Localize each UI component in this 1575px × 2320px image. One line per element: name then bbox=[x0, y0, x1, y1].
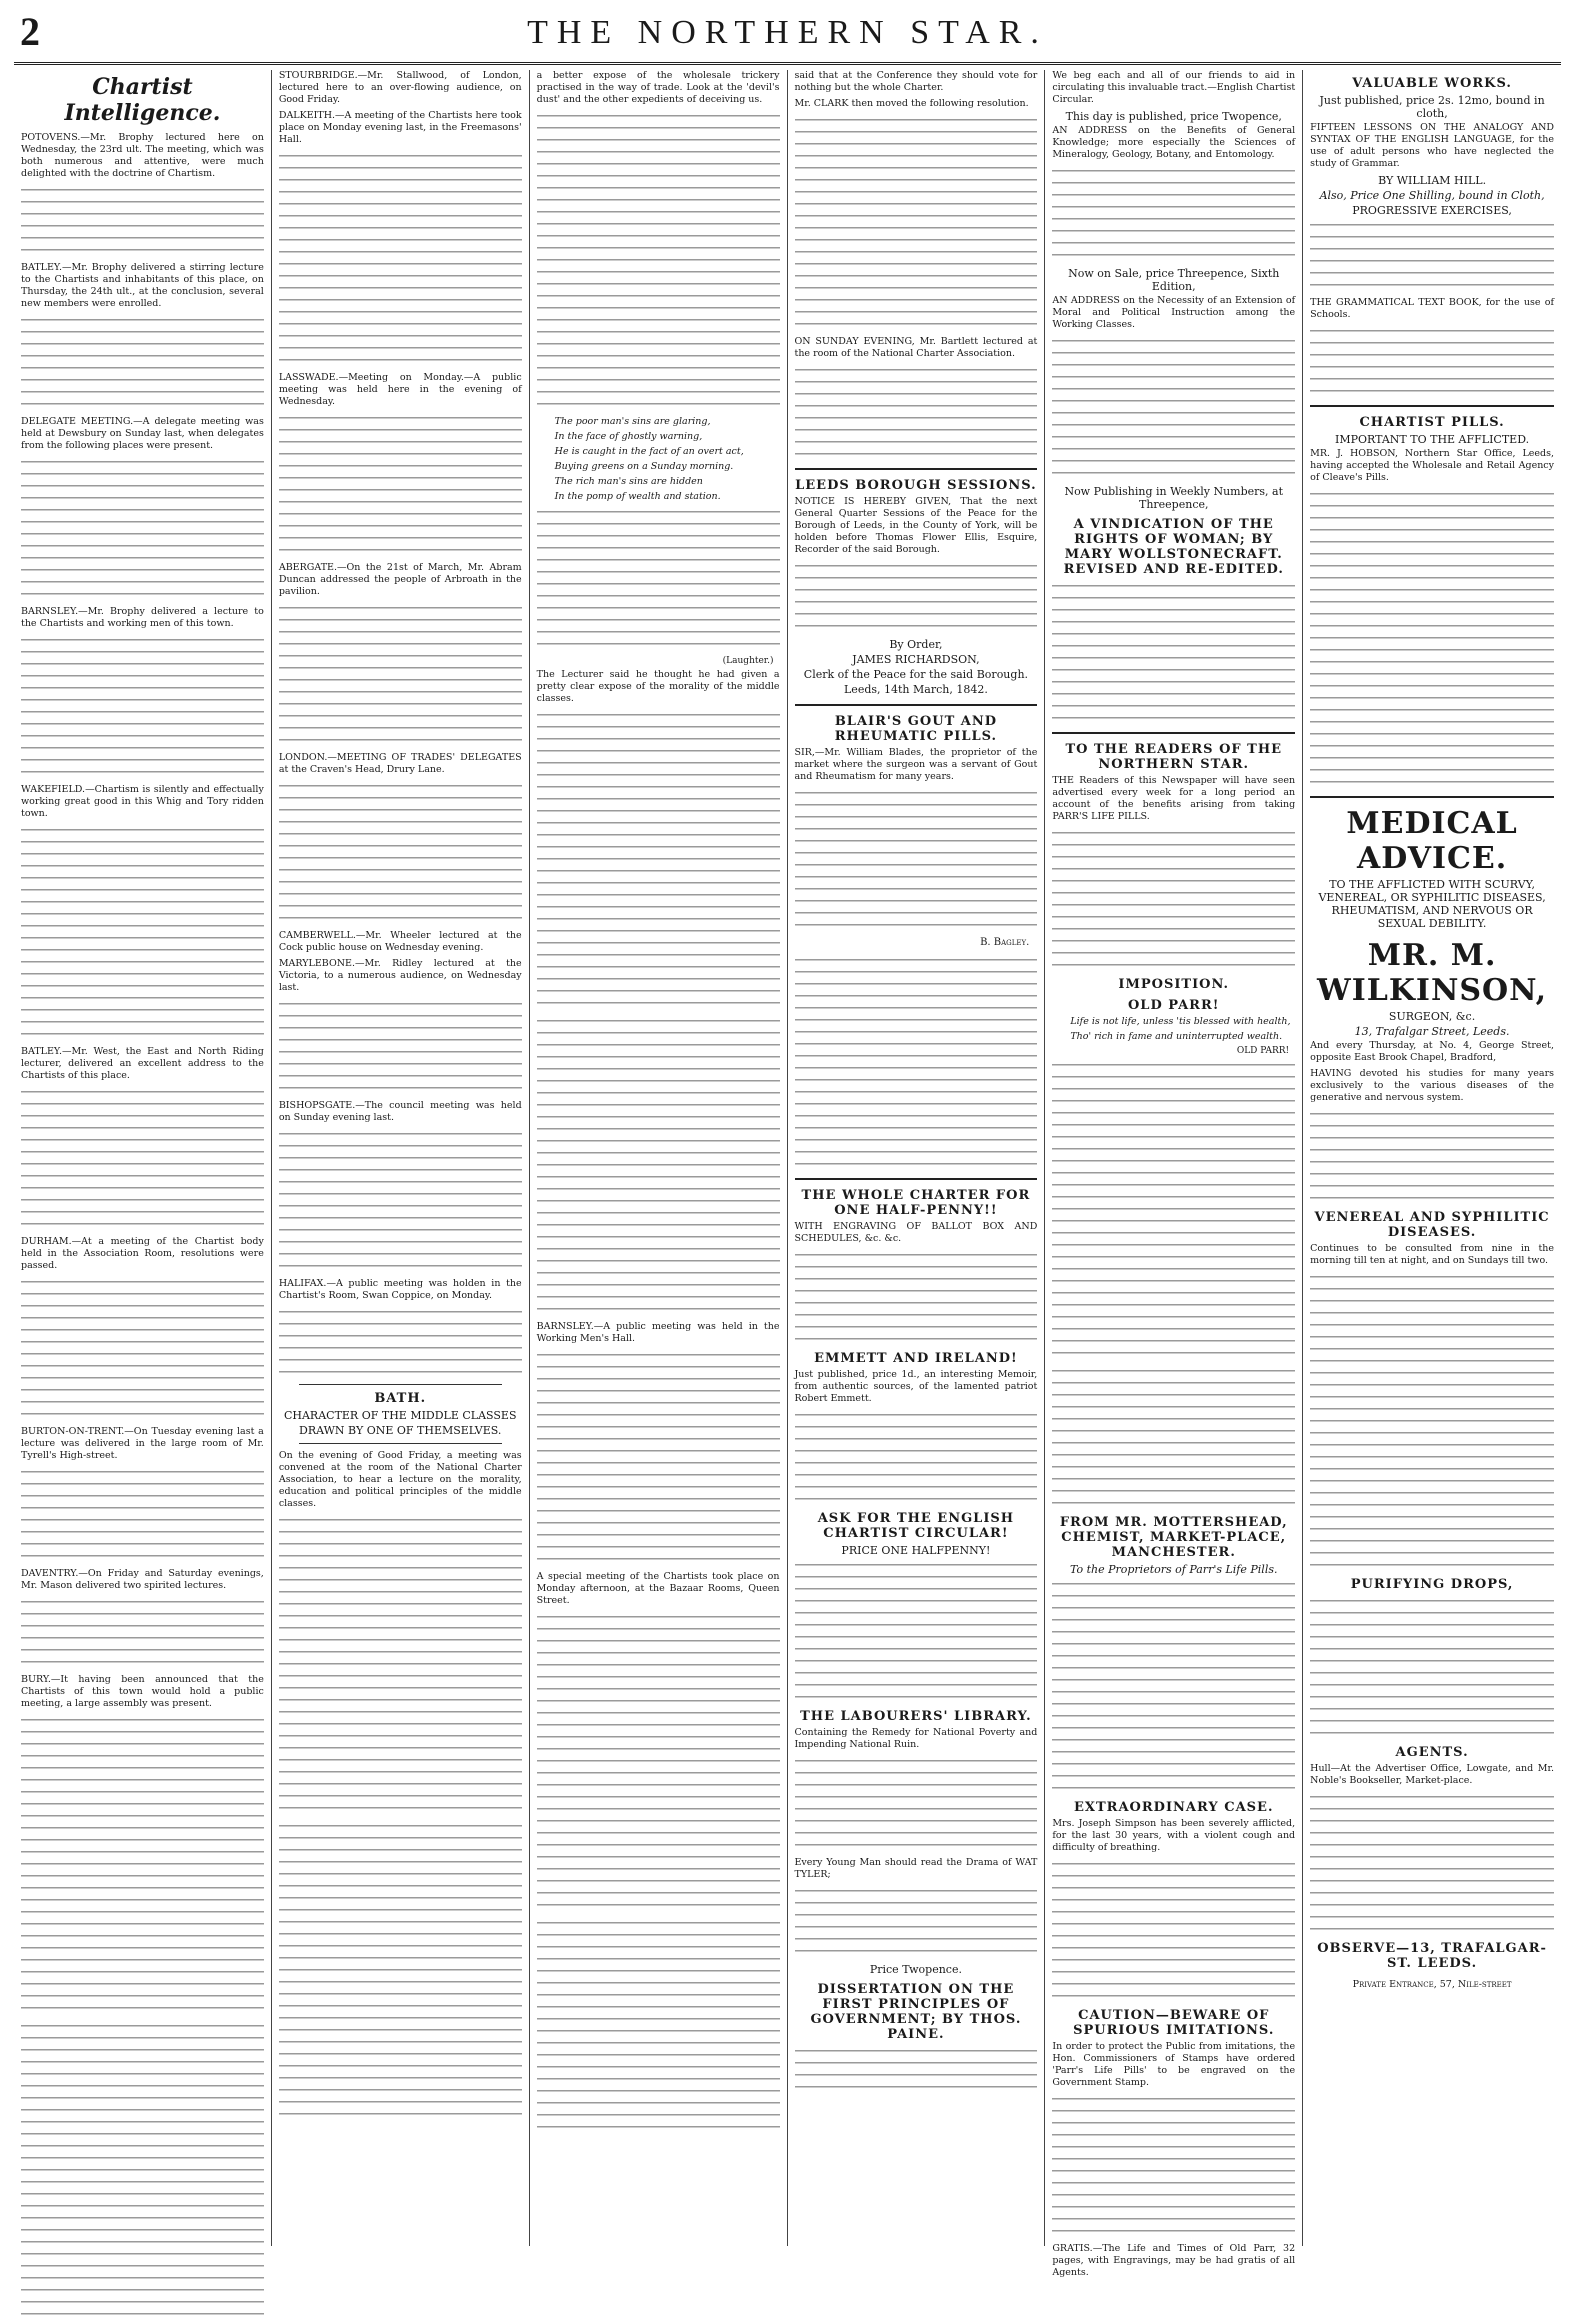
text-block bbox=[537, 1015, 780, 1315]
gratis-note: GRATIS.—The Life and Times of Old Parr, 32 pages, with Engravings, may be had gratis of all Agents. bbox=[1052, 2243, 1296, 2278]
text-block bbox=[1310, 488, 1554, 788]
chartist-circular-headline: ASK FOR THE ENGLISH CHARTIST CIRCULAR! bbox=[817, 1511, 1015, 1541]
text-block bbox=[21, 456, 264, 600]
columns bbox=[14, 70, 1561, 2278]
text-block bbox=[21, 634, 264, 778]
article-resolution: Mr. CLARK then moved the following resolution. bbox=[794, 98, 1029, 109]
article-daventry: DAVENTRY.—On Friday and Saturday evenings, Mr. Mason delivered two spirited lectures. bbox=[21, 1568, 264, 1591]
text-block bbox=[1052, 1858, 1295, 2002]
article-bath: On the evening of Good Friday, a meeting was convened at the room of the National Charter Association, to hear a lecture on the morality, education and political principles of the middle classes. bbox=[278, 1450, 522, 1509]
venereal-headline: VENEREAL AND SYPHILITIC DISEASES. bbox=[1314, 1210, 1550, 1240]
text-block bbox=[21, 824, 264, 1040]
text-block bbox=[21, 314, 264, 410]
venereal-text: Continues to be consulted from nine in the morning till ten at night, and on Sundays till two. bbox=[1310, 1243, 1554, 1266]
article-lecturer: The Lecturer said he thought he had given a pretty clear expose of the morality of the middle classes. bbox=[536, 669, 780, 704]
private-entrance: Private Entrance, 57, Nile-street bbox=[1352, 1979, 1512, 1990]
labourers-library-text: Containing the Remedy for National Poverty and Impending National Ruin. bbox=[794, 1727, 1038, 1750]
poem-line: The rich man's sins are hidden bbox=[554, 476, 703, 487]
text-block bbox=[1052, 1578, 1295, 1794]
text-block bbox=[21, 2020, 264, 2320]
text-block bbox=[21, 184, 264, 256]
divider bbox=[299, 1384, 502, 1385]
article-burton: BURTON-ON-TRENT.—On Tuesday evening last a lecture was delivered in the large room of Mr. Tyrell's High-street. bbox=[21, 1426, 264, 1461]
column-3 bbox=[530, 70, 788, 2246]
divider bbox=[1052, 732, 1295, 734]
leeds-by-order: By Order, bbox=[889, 638, 943, 651]
text-block bbox=[1052, 580, 1295, 724]
readers-headline: TO THE READERS OF THE NORTHERN STAR. bbox=[1065, 742, 1283, 772]
text-block bbox=[795, 560, 1038, 632]
text-block bbox=[279, 150, 522, 366]
blairs-pills-text: SIR,—Mr. William Blades, the proprietor of the market where the surgeon was a servant of Gout and Rheumatism for many years. bbox=[794, 747, 1038, 782]
bath-title: CHARACTER OF THE MIDDLE CLASSES bbox=[283, 1409, 517, 1422]
article-lasswade: LASSWADE.—Meeting on Monday.—A public meeting was held here in the evening of Wednesday. bbox=[278, 372, 522, 407]
text-block bbox=[279, 602, 522, 746]
bath-headline: BATH. bbox=[374, 1391, 427, 1406]
text-block bbox=[537, 1349, 780, 1565]
text-block bbox=[1310, 219, 1554, 291]
mottershead-headline: FROM MR. MOTTERSHEAD, CHEMIST, MARKET-PLACE, MANCHESTER. bbox=[1059, 1515, 1288, 1560]
poem-line: In the pomp of wealth and station. bbox=[554, 491, 721, 502]
dissertation-headline: DISSERTATION ON THE FIRST PRINCIPLES OF GOVERNMENT; BY THOS. PAINE. bbox=[810, 1982, 1022, 2042]
price-twopence: Price Twopence. bbox=[869, 1963, 962, 1976]
text-block bbox=[279, 1128, 522, 1272]
article-bath-continued: a better expose of the wholesale trickery practised in the way of trade. Look at the 'devil's dust' and the other expedients of deceiving us. bbox=[536, 70, 780, 105]
sale-notice: Now on Sale, price Threepence, Sixth Edition, bbox=[1068, 267, 1280, 293]
whole-charter-headline: THE WHOLE CHARTER FOR ONE HALF-PENNY!! bbox=[801, 1188, 1031, 1218]
text-block bbox=[537, 110, 780, 410]
column-2 bbox=[272, 70, 530, 2246]
text-block bbox=[537, 1611, 780, 1911]
poem-line: He is caught in the fact of an overt act, bbox=[554, 446, 744, 457]
text-block bbox=[795, 2045, 1038, 2093]
text-block bbox=[1310, 1108, 1554, 1204]
hobson-notice: MR. J. HOBSON, Northern Star Office, Leeds, having accepted the Wholesale and Retail Agency of Cleave's Pills. bbox=[1310, 448, 1554, 483]
extraordinary-case-text: Mrs. Joseph Simpson has been severely afflicted, for the last 30 years, with a violent cough and difficulty of breathing. bbox=[1052, 1818, 1296, 1853]
text-block bbox=[1052, 1059, 1295, 1359]
article-barnsley: BARNSLEY.—Mr. Brophy delivered a lecture to the Chartists and working men of this town. bbox=[21, 606, 264, 629]
old-parr-headline: OLD PARR! bbox=[1127, 998, 1220, 1013]
article-bishopsgate: BISHOPSGATE.—The council meeting was held on Sunday evening last. bbox=[278, 1100, 522, 1123]
column-6 bbox=[1303, 70, 1561, 2246]
masthead bbox=[14, 0, 1561, 65]
article-marylebone: MARYLEBONE.—Mr. Ridley lectured at the Victoria, to a numerous audience, on Wednesday last. bbox=[278, 958, 522, 993]
emmett-headline: EMMETT AND IRELAND! bbox=[814, 1351, 1018, 1366]
text-block bbox=[537, 1917, 780, 2133]
text-block bbox=[279, 1514, 522, 1814]
agents-list: Hull—At the Advertiser Office, Lowgate, and Mr. Noble's Bookseller, Market-place. bbox=[1310, 1763, 1554, 1786]
text-block bbox=[537, 506, 780, 650]
having-devoted: HAVING devoted his studies for many years exclusively to the various diseases of the generative and nervous system. bbox=[1310, 1068, 1554, 1103]
also-price-shilling: Also, Price One Shilling, bound in Cloth, bbox=[1319, 189, 1545, 202]
extraordinary-case-headline: EXTRAORDINARY CASE. bbox=[1074, 1800, 1274, 1815]
poem-line: In the face of ghostly warning, bbox=[554, 431, 703, 442]
progressive-exercises: PROGRESSIVE EXERCISES, bbox=[1352, 204, 1512, 217]
article-special-meeting: A special meeting of the Chartists took place on Monday afternoon, at the Bazaar Rooms, Queen Street. bbox=[536, 1571, 780, 1606]
article-bury: BURY.—It having been announced that the Chartists of this town would hold a public meeting, a large assembly was present. bbox=[21, 1674, 264, 1709]
column-1 bbox=[14, 70, 272, 2246]
text-block bbox=[1310, 1595, 1554, 1739]
text-block bbox=[795, 1885, 1038, 1957]
caution-headline: CAUTION—BEWARE OF SPURIOUS IMITATIONS. bbox=[1073, 2008, 1275, 2038]
chartist-pills-headline: CHARTIST PILLS. bbox=[1359, 415, 1505, 430]
divider bbox=[299, 1443, 502, 1444]
article-halifax: HALIFAX.—A public meeting was holden in the Chartist's Room, Swan Coppice, on Monday. bbox=[278, 1278, 522, 1301]
text-block bbox=[795, 954, 1038, 1170]
article-conference: said that at the Conference they should vote for nothing but the whole Charter. bbox=[794, 70, 1038, 93]
article-london-trades: LONDON.—MEETING OF TRADES' DELEGATES at the Craven's Head, Drury Lane. bbox=[278, 752, 522, 775]
text-block bbox=[795, 1249, 1038, 1345]
article-camberwell: CAMBERWELL.—Mr. Wheeler lectured at the Cock public house on Wednesday evening. bbox=[278, 930, 522, 953]
agents-headline: AGENTS. bbox=[1395, 1745, 1469, 1760]
text-block bbox=[279, 412, 522, 556]
whole-charter-text: WITH ENGRAVING OF BALLOT BOX AND SCHEDULES, &c. &c. bbox=[794, 1221, 1038, 1244]
article-wakefield: WAKEFIELD.—Chartism is silently and effectually working great good in this Whig and Tory ridden town. bbox=[21, 784, 264, 819]
poem-line: Tho' rich in fame and uninterrupted wealth. bbox=[1070, 1031, 1283, 1042]
fifteen-lessons: FIFTEEN LESSONS ON THE ANALOGY AND SYNTAX OF THE ENGLISH LANGUAGE, for the use of adult persons who have neglected the study of Grammar. bbox=[1310, 122, 1554, 169]
text-block bbox=[279, 1820, 522, 2120]
doctor-address: 13, Trafalgar Street, Leeds. bbox=[1354, 1025, 1510, 1038]
text-block bbox=[279, 1306, 522, 1378]
divider bbox=[795, 1178, 1038, 1180]
valuable-works-price: Just published, price 2s. 12mo, bound in cloth, bbox=[1319, 94, 1545, 120]
important-to-afflicted: IMPORTANT TO THE AFFLICTED. bbox=[1335, 433, 1530, 446]
article-delegate-meeting: DELEGATE MEETING.—A delegate meeting was held at Dewsbury on Sunday last, when delegates from the following places were present. bbox=[21, 416, 264, 451]
page-number: 2 bbox=[20, 9, 40, 54]
blairs-pills-headline: BLAIR'S GOUT AND RHEUMATIC PILLS. bbox=[834, 714, 998, 744]
article-stourbridge: STOURBRIDGE.—Mr. Stallwood, of London, lectured here to an over-flowing audience, on Good Friday. bbox=[278, 70, 522, 105]
labourers-library-headline: THE LABOURERS' LIBRARY. bbox=[800, 1709, 1032, 1724]
text-block bbox=[1310, 1791, 1554, 1935]
bath-subtitle: DRAWN BY ONE OF THEMSELVES. bbox=[299, 1424, 502, 1437]
caution-text: In order to protect the Public from imitations, the Hon. Commissioners of Stamps have ordered 'Parr's Life Pills' to be engraved on the Government Stamp. bbox=[1052, 2041, 1296, 2088]
chartist-circular-price: PRICE ONE HALFPENNY! bbox=[841, 1544, 991, 1557]
text-block bbox=[1052, 2093, 1295, 2237]
emmett-text: Just published, price 1d., an interesting Memoir, from authentic sources, of the lamented patriot Robert Emmett. bbox=[794, 1369, 1038, 1404]
text-block bbox=[1310, 1271, 1554, 1571]
article-potovens: POTOVENS.—Mr. Brophy lectured here on Wednesday, the 23rd ult. The meeting, which was both numerous and attentive, were much delighted with the doctrine of Chartism. bbox=[21, 132, 264, 179]
text-block bbox=[279, 780, 522, 924]
section-head-chartist-intelligence: Chartist Intelligence. bbox=[64, 74, 221, 126]
text-block bbox=[795, 114, 1038, 330]
divider bbox=[795, 704, 1038, 706]
newspaper-page bbox=[14, 0, 1561, 2278]
text-block bbox=[1310, 325, 1554, 397]
poem-line: Life is not life, unless 'tis blessed with health, bbox=[1070, 1016, 1291, 1027]
divider bbox=[1310, 405, 1554, 407]
article-barnsley-hall: BARNSLEY.—A public meeting was held in the Working Men's Hall. bbox=[536, 1321, 780, 1344]
doctor-bradford: And every Thursday, at No. 4, George Street, opposite East Brook Chapel, Bradford, bbox=[1310, 1040, 1554, 1063]
text-block bbox=[1052, 1365, 1295, 1509]
column-5 bbox=[1045, 70, 1303, 2278]
weekly-numbers-notice: Now Publishing in Weekly Numbers, at Threepence, bbox=[1064, 485, 1284, 511]
text-block bbox=[1052, 165, 1295, 261]
publication-notice: This day is published, price Twopence, bbox=[1065, 110, 1282, 123]
text-block bbox=[795, 1755, 1038, 1851]
wat-tyler-text: Every Young Man should read the Drama of WAT TYLER; bbox=[794, 1857, 1038, 1880]
poem-line: Buying greens on a Sunday morning. bbox=[554, 461, 734, 472]
doctor-title: SURGEON, &c. bbox=[1388, 1010, 1476, 1023]
grammatical-text-book: THE GRAMMATICAL TEXT BOOK, for the use of Schools. bbox=[1310, 297, 1554, 320]
text-block bbox=[21, 1466, 264, 1562]
readers-text: THE Readers of this Newspaper will have seen advertised every week for a long period an account of the benefits arising from taking PARR'S LIFE PILLS. bbox=[1052, 775, 1296, 822]
vindication-headline: A VINDICATION OF THE RIGHTS OF WOMAN; BY MARY WOLLSTONECRAFT. REVISED AND RE-EDITED. bbox=[1063, 517, 1284, 577]
column-4 bbox=[788, 70, 1046, 2246]
imposition-label: IMPOSITION. bbox=[1118, 977, 1230, 992]
text-block bbox=[21, 1596, 264, 1668]
article-batley-west: BATLEY.—Mr. West, the East and North Riding lecturer, delivered an excellent address to the Chartists of this place. bbox=[21, 1046, 264, 1081]
purifying-drops-headline: PURIFYING DROPS, bbox=[1350, 1577, 1514, 1592]
text-block bbox=[795, 364, 1038, 460]
text-block bbox=[21, 1276, 264, 1420]
to-proprietors: To the Proprietors of Parr's Life Pills. bbox=[1069, 1563, 1278, 1576]
newspaper-title: THE NORTHERN STAR. bbox=[527, 14, 1048, 51]
text-block bbox=[279, 998, 522, 1094]
leeds-sessions-notice: NOTICE IS HEREBY GIVEN, That the next General Quarter Sessions of the Peace for the Borough of Leeds, in the County of York, will be holden before Thomas Flower Ellis, Esquire, Recorder of the said Borough. bbox=[794, 496, 1038, 555]
poem-line: The poor man's sins are glaring, bbox=[554, 416, 711, 427]
divider bbox=[1310, 796, 1554, 798]
article-durham: DURHAM.—At a meeting of the Chartist body held in the Association Room, resolutions were passed. bbox=[21, 1236, 264, 1271]
text-block bbox=[21, 1714, 264, 2014]
text-block bbox=[795, 787, 1038, 931]
laughter-note: (Laughter.) bbox=[722, 656, 774, 666]
text-block bbox=[537, 709, 780, 1009]
address-moral-instruction: AN ADDRESS on the Necessity of an Extension of Moral and Political Instruction among the Working Classes. bbox=[1052, 295, 1296, 330]
article-dalkeith: DALKEITH.—A meeting of the Chartists here took place on Monday evening last, in the Freemasons' Hall. bbox=[278, 110, 522, 145]
leeds-date: Leeds, 14th March, 1842. bbox=[844, 683, 988, 696]
address-general-knowledge: AN ADDRESS on the Benefits of General Knowledge; more especially the Sciences of Mineralogy, Geology, Botany, and Entomology. bbox=[1052, 125, 1296, 160]
medical-advice-sub: TO THE AFFLICTED WITH SCURVY, VENEREAL, OR SYPHILITIC DISEASES, RHEUMATISM, AND NERVOUS OR SEXUAL DEBILITY. bbox=[1318, 878, 1546, 930]
text-block bbox=[795, 1559, 1038, 1703]
valuable-works-headline: VALUABLE WORKS. bbox=[1352, 76, 1512, 91]
medical-advice-headline: MEDICAL ADVICE. bbox=[1346, 806, 1518, 876]
author-william-hill: BY WILLIAM HILL. bbox=[1378, 174, 1487, 187]
old-parr-refrain: OLD PARR! bbox=[1236, 1046, 1290, 1056]
article-abergate: ABERGATE.—On the 21st of March, Mr. Abram Duncan addressed the people of Arbroath in the pavilion. bbox=[278, 562, 522, 597]
leeds-clerk-role: Clerk of the Peace for the said Borough. bbox=[803, 668, 1029, 681]
tract-appeal: We beg each and all of our friends to aid in circulating this invaluable tract.—English Chartist Circular. bbox=[1052, 70, 1296, 105]
leeds-sessions-headline: LEEDS BOROUGH SESSIONS. bbox=[795, 478, 1037, 493]
leeds-clerk-name: JAMES RICHARDSON, bbox=[852, 653, 980, 666]
article-sunday-evening: ON SUNDAY EVENING, Mr. Bartlett lectured at the room of the National Charter Association. bbox=[794, 336, 1038, 359]
text-block bbox=[1052, 335, 1295, 479]
text-block bbox=[795, 1409, 1038, 1505]
doctor-name: MR. M. WILKINSON, bbox=[1317, 938, 1548, 1008]
article-batley: BATLEY.—Mr. Brophy delivered a stirring lecture to the Chartists and inhabitants of this place, on Thursday, the 24th ult., at the conclusion, several new members were enrolled. bbox=[21, 262, 264, 309]
divider bbox=[795, 468, 1038, 470]
text-block bbox=[1052, 827, 1295, 971]
blairs-signature: B. Bagley. bbox=[980, 937, 1030, 948]
text-block bbox=[21, 1086, 264, 1230]
observe-address: OBSERVE—13, TRAFALGAR-ST. LEEDS. bbox=[1317, 1941, 1547, 1971]
